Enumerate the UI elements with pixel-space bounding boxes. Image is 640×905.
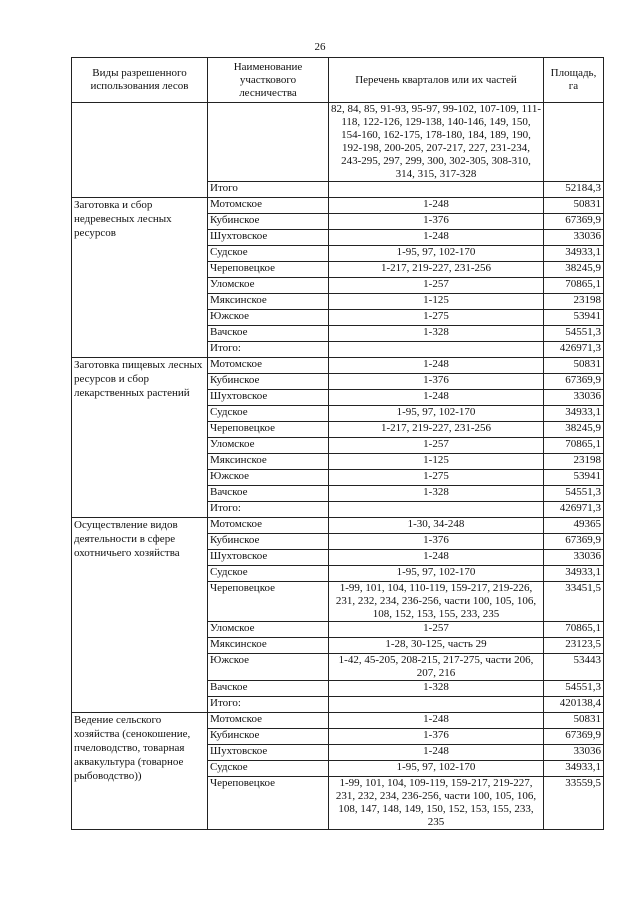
total-label: Итого: xyxy=(208,502,329,518)
area-value: 33559,5 xyxy=(544,777,604,830)
header-row xyxy=(72,58,604,103)
forestry-name: Мотомское xyxy=(208,358,329,374)
area-value: 67369,9 xyxy=(544,374,604,390)
forestry-name: Мотомское xyxy=(208,518,329,534)
forestry-name: Мяксинское xyxy=(208,454,329,470)
forestry-name: Судское xyxy=(208,406,329,422)
quarters-list: 1-30, 34-248 xyxy=(329,518,544,534)
area-value: 54551,3 xyxy=(544,681,604,697)
quarters-list: 1-28, 30-125, часть 29 xyxy=(329,638,544,654)
forestry-name: Уломское xyxy=(208,278,329,294)
area-value: 53941 xyxy=(544,470,604,486)
quarters-list: 1-125 xyxy=(329,454,544,470)
quarters-list: 1-376 xyxy=(329,214,544,230)
quarters-list: 1-248 xyxy=(329,550,544,566)
intro-forestry-cell xyxy=(208,103,329,182)
area-value: 23198 xyxy=(544,294,604,310)
total-quarters-empty xyxy=(329,502,544,518)
forestry-name: Судское xyxy=(208,761,329,777)
use-type-cell: Заготовка и сбор недревесных лесных ресурсов xyxy=(72,198,208,358)
intro-quarters: 82, 84, 85, 91-93, 95-97, 99-102, 107-109, 111-118, 122-126, 129-138, 140-146, 149, 150, 154-160, 162-175, 178-180, 184, 189, 190, 192-198, 200-205, 207-217, 227, 231-234, 243-295, 297, 299, 300, 302-305, 308-310, 314, 315, 317-328 xyxy=(329,103,544,182)
quarters-list: 1-217, 219-227, 231-256 xyxy=(329,422,544,438)
quarters-list: 1-248 xyxy=(329,390,544,406)
quarters-list: 1-99, 101, 104, 110-119, 159-217, 219-226, 231, 232, 234, 236-256, части 100, 105, 106, 108, 152, 153, 155, 233, 235 xyxy=(329,582,544,622)
quarters-list: 1-217, 219-227, 231-256 xyxy=(329,262,544,278)
forestry-name: Кубинское xyxy=(208,374,329,390)
forestry-name: Череповецкое xyxy=(208,582,329,622)
area-value: 23198 xyxy=(544,454,604,470)
forestry-name: Мяксинское xyxy=(208,638,329,654)
quarters-list: 1-257 xyxy=(329,278,544,294)
area-value: 70865,1 xyxy=(544,438,604,454)
area-value: 38245,9 xyxy=(544,262,604,278)
quarters-list: 1-328 xyxy=(329,486,544,502)
area-value: 33451,5 xyxy=(544,582,604,622)
intro-total-label: Итого xyxy=(208,182,329,198)
forestry-name: Мяксинское xyxy=(208,294,329,310)
area-value: 67369,9 xyxy=(544,729,604,745)
header-use: Виды разрешенного использования лесов xyxy=(72,58,208,103)
quarters-list: 1-275 xyxy=(329,310,544,326)
forestry-name: Шухтовское xyxy=(208,390,329,406)
quarters-list: 1-376 xyxy=(329,374,544,390)
quarters-list: 1-95, 97, 102-170 xyxy=(329,246,544,262)
quarters-list: 1-95, 97, 102-170 xyxy=(329,761,544,777)
forestry-name: Шухтовское xyxy=(208,230,329,246)
quarters-list: 1-95, 97, 102-170 xyxy=(329,566,544,582)
area-value: 53443 xyxy=(544,654,604,681)
area-value: 67369,9 xyxy=(544,534,604,550)
area-value: 54551,3 xyxy=(544,326,604,342)
quarters-list: 1-248 xyxy=(329,745,544,761)
forestry-name: Череповецкое xyxy=(208,422,329,438)
intro-row xyxy=(72,103,604,182)
quarters-list: 1-257 xyxy=(329,622,544,638)
area-value: 50831 xyxy=(544,198,604,214)
forestry-name: Южское xyxy=(208,654,329,681)
forestry-name: Южское xyxy=(208,310,329,326)
area-value: 50831 xyxy=(544,358,604,374)
area-value: 33036 xyxy=(544,230,604,246)
forest-use-table xyxy=(71,57,604,830)
forestry-name: Вачское xyxy=(208,681,329,697)
total-label: Итого: xyxy=(208,342,329,358)
area-value: 54551,3 xyxy=(544,486,604,502)
forestry-name: Вачское xyxy=(208,326,329,342)
forestry-name: Мотомское xyxy=(208,198,329,214)
area-value: 34933,1 xyxy=(544,406,604,422)
forestry-name: Кубинское xyxy=(208,729,329,745)
area-value: 70865,1 xyxy=(544,278,604,294)
area-value: 49365 xyxy=(544,518,604,534)
total-area: 426971,3 xyxy=(544,342,604,358)
area-value: 33036 xyxy=(544,390,604,406)
quarters-list: 1-248 xyxy=(329,198,544,214)
quarters-list: 1-248 xyxy=(329,713,544,729)
forestry-name: Уломское xyxy=(208,622,329,638)
table-row xyxy=(72,358,604,374)
quarters-list: 1-95, 97, 102-170 xyxy=(329,406,544,422)
quarters-list: 1-42, 45-205, 208-215, 217-275, части 206, 207, 216 xyxy=(329,654,544,681)
area-value: 34933,1 xyxy=(544,246,604,262)
area-value: 50831 xyxy=(544,713,604,729)
quarters-list: 1-248 xyxy=(329,358,544,374)
quarters-list: 1-125 xyxy=(329,294,544,310)
area-value: 34933,1 xyxy=(544,566,604,582)
quarters-list: 1-328 xyxy=(329,326,544,342)
header-area: Площадь, га xyxy=(544,58,604,103)
forestry-name: Уломское xyxy=(208,438,329,454)
quarters-list: 1-376 xyxy=(329,534,544,550)
quarters-list: 1-275 xyxy=(329,470,544,486)
forestry-name: Судское xyxy=(208,566,329,582)
use-type-cell: Заготовка пищевых лесных ресурсов и сбор лекарственных растений xyxy=(72,358,208,518)
header-forestry: Наименование участкового лесничества xyxy=(208,58,329,103)
intro-use-cell xyxy=(72,103,208,198)
area-value: 53941 xyxy=(544,310,604,326)
forestry-name: Мотомское xyxy=(208,713,329,729)
area-value: 70865,1 xyxy=(544,622,604,638)
use-type-cell: Осуществление видов деятельности в сфере охотничьего хозяйства xyxy=(72,518,208,713)
area-value: 33036 xyxy=(544,745,604,761)
area-value: 67369,9 xyxy=(544,214,604,230)
forestry-name: Череповецкое xyxy=(208,262,329,278)
forestry-name: Шухтовское xyxy=(208,550,329,566)
forestry-name: Кубинское xyxy=(208,214,329,230)
quarters-list: 1-257 xyxy=(329,438,544,454)
area-value: 34933,1 xyxy=(544,761,604,777)
quarters-list: 1-99, 101, 104, 109-119, 159-217, 219-227, 231, 232, 234, 236-256, части 100, 105, 106, 108, 147, 148, 149, 150, 152, 153, 155, 233, 235 xyxy=(329,777,544,830)
table-row xyxy=(72,518,604,534)
page-number: 26 xyxy=(314,41,326,53)
forestry-name: Вачское xyxy=(208,486,329,502)
forestry-name: Череповецкое xyxy=(208,777,329,830)
quarters-list: 1-248 xyxy=(329,230,544,246)
total-quarters-empty xyxy=(329,342,544,358)
forestry-name: Судское xyxy=(208,246,329,262)
forestry-name: Кубинское xyxy=(208,534,329,550)
total-label: Итого: xyxy=(208,697,329,713)
forestry-name: Южское xyxy=(208,470,329,486)
total-quarters-empty xyxy=(329,697,544,713)
area-value: 38245,9 xyxy=(544,422,604,438)
quarters-list: 1-328 xyxy=(329,681,544,697)
area-value: 23123,5 xyxy=(544,638,604,654)
forestry-name: Шухтовское xyxy=(208,745,329,761)
intro-total-quarters xyxy=(329,182,544,198)
table-row xyxy=(72,713,604,729)
total-area: 426971,3 xyxy=(544,502,604,518)
header-quarters: Перечень кварталов или их частей xyxy=(329,58,544,103)
intro-total-area: 52184,3 xyxy=(544,182,604,198)
area-value: 33036 xyxy=(544,550,604,566)
total-area: 420138,4 xyxy=(544,697,604,713)
table-row xyxy=(72,198,604,214)
use-type-cell: Ведение сельского хозяйства (сенокошение, пчеловодство, товарная аквакультура (товарное рыбоводство)) xyxy=(72,713,208,830)
quarters-list: 1-376 xyxy=(329,729,544,745)
intro-area-cell xyxy=(544,103,604,182)
